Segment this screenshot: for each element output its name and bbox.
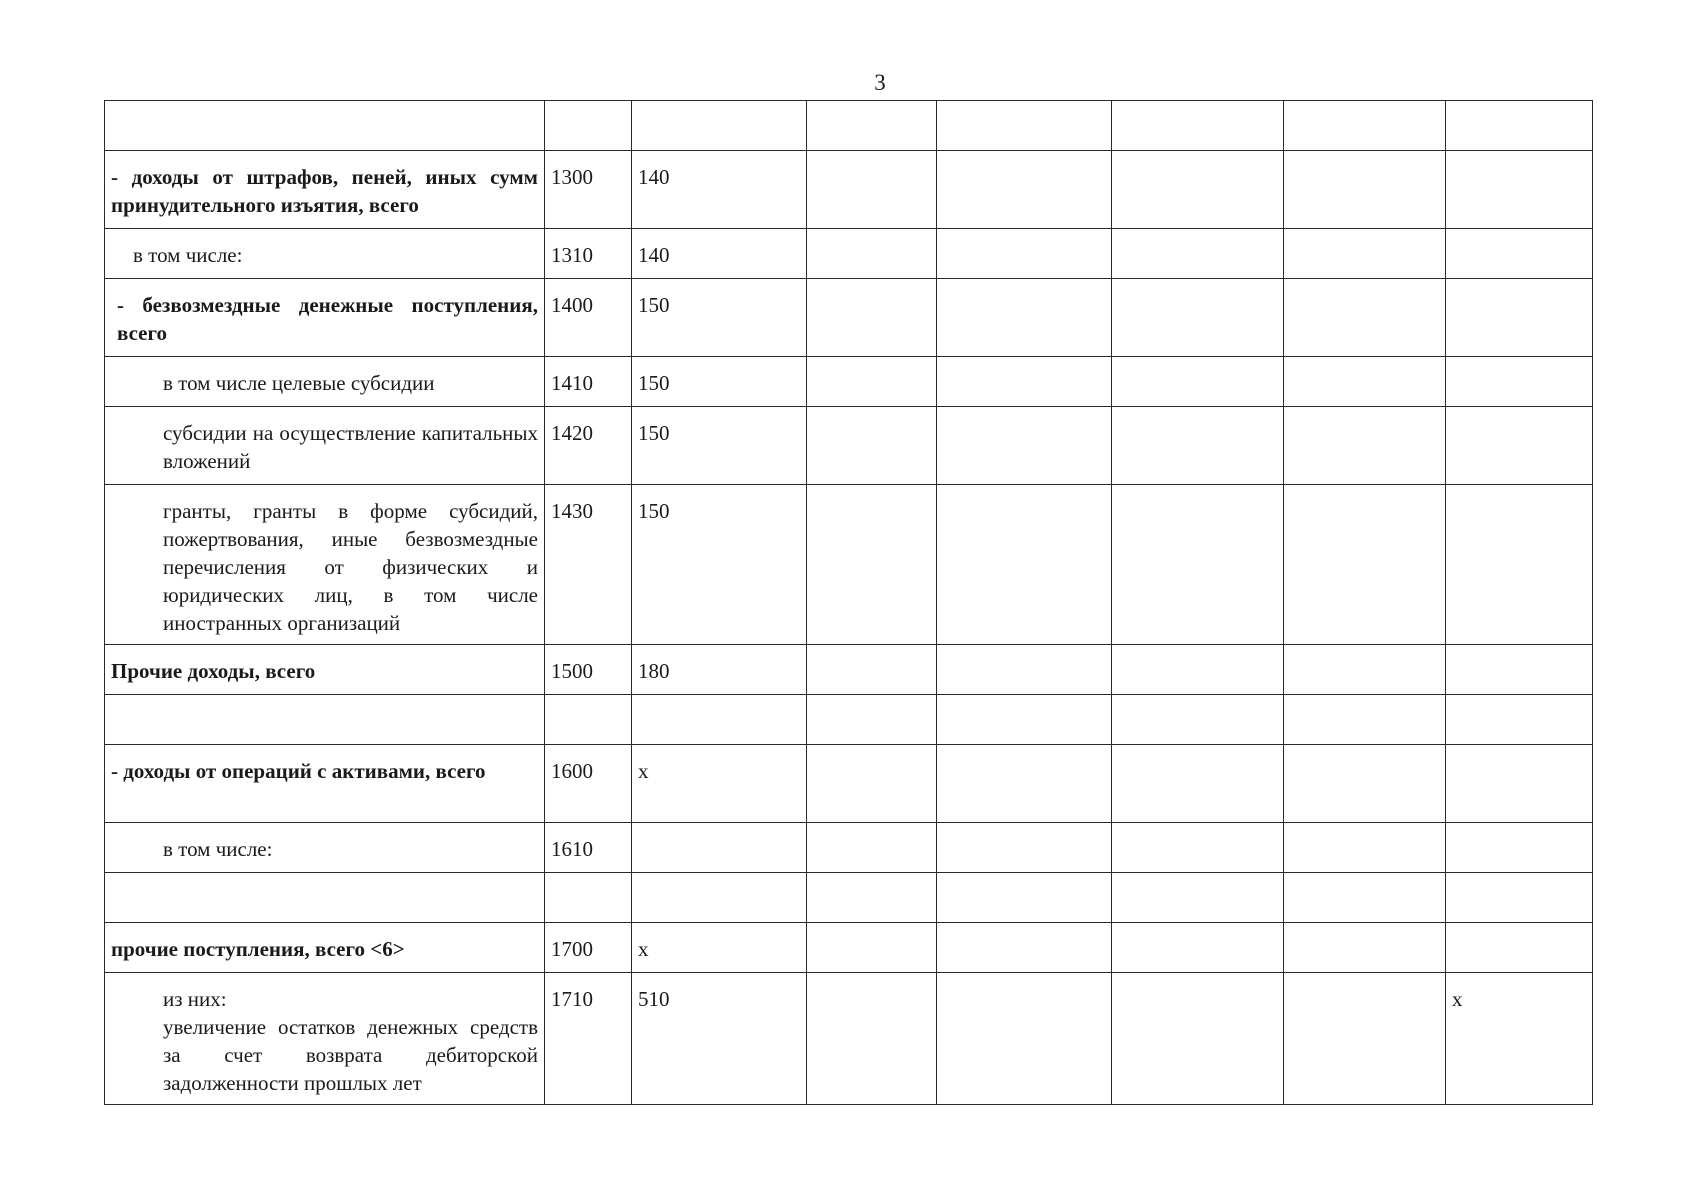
row-kosgu-cell: x	[632, 923, 807, 973]
row-code-cell: 1600	[545, 745, 632, 823]
amount-cell-col7	[1284, 973, 1446, 1105]
row-code-cell: 1700	[545, 923, 632, 973]
table-row	[105, 279, 1593, 357]
amount-cell-col7	[1284, 229, 1446, 279]
amount-cell-col6	[1112, 745, 1284, 823]
table-body	[105, 101, 1593, 1105]
row-name-cell	[105, 873, 545, 923]
amount-cell-col6	[1112, 485, 1284, 645]
row-name-cell	[105, 695, 545, 745]
amount-cell-col4	[807, 973, 937, 1105]
row-code-cell: 1610	[545, 823, 632, 873]
amount-cell-col4	[807, 357, 937, 407]
amount-cell-col4	[807, 923, 937, 973]
row-name-cell: Прочие доходы, всего	[105, 645, 545, 695]
row-code-cell: 1310	[545, 229, 632, 279]
amount-cell-col6	[1112, 101, 1284, 151]
amount-cell-col4	[807, 645, 937, 695]
amount-cell-col7	[1284, 485, 1446, 645]
table-row	[105, 357, 1593, 407]
amount-cell-col4	[807, 151, 937, 229]
amount-cell-col4	[807, 823, 937, 873]
row-kosgu-cell: 150	[632, 279, 807, 357]
table-row	[105, 973, 1593, 1105]
row-name-cell: - доходы от штрафов, пеней, иных сумм принудительного изъятия, всего	[105, 151, 545, 229]
amount-cell-col5	[937, 407, 1112, 485]
table-row	[105, 873, 1593, 923]
row-kosgu-cell	[632, 873, 807, 923]
table-row	[105, 823, 1593, 873]
amount-cell-col6	[1112, 923, 1284, 973]
row-name-cell: - безвозмездные денежные поступления, всего	[105, 279, 545, 357]
amount-cell-col7	[1284, 923, 1446, 973]
amount-cell-col5	[937, 923, 1112, 973]
amount-cell-col6	[1112, 279, 1284, 357]
row-kosgu-cell: 510	[632, 973, 807, 1105]
row-code-cell: 1420	[545, 407, 632, 485]
amount-cell-col7	[1284, 873, 1446, 923]
amount-cell-col8	[1446, 407, 1593, 485]
amount-cell-col7	[1284, 101, 1446, 151]
amount-cell-col5	[937, 357, 1112, 407]
amount-cell-col5	[937, 645, 1112, 695]
amount-cell-col5	[937, 823, 1112, 873]
row-kosgu-cell	[632, 823, 807, 873]
amount-cell-col5	[937, 973, 1112, 1105]
row-code-cell	[545, 873, 632, 923]
amount-cell-col5	[937, 873, 1112, 923]
amount-cell-col8	[1446, 873, 1593, 923]
row-name-cell: в том числе:	[105, 229, 545, 279]
table-row	[105, 645, 1593, 695]
row-code-cell	[545, 101, 632, 151]
amount-cell-col8	[1446, 101, 1593, 151]
amount-cell-col4	[807, 745, 937, 823]
amount-cell-col6	[1112, 823, 1284, 873]
amount-cell-col6	[1112, 151, 1284, 229]
row-kosgu-cell: 140	[632, 151, 807, 229]
row-kosgu-cell	[632, 101, 807, 151]
amount-cell-col7	[1284, 823, 1446, 873]
amount-cell-col6	[1112, 873, 1284, 923]
row-name-cell: - доходы от операций с активами, всего	[105, 745, 545, 823]
amount-cell-col8	[1446, 745, 1593, 823]
amount-cell-col6	[1112, 695, 1284, 745]
row-name-cell: прочие поступления, всего <6>	[105, 923, 545, 973]
row-kosgu-cell: 140	[632, 229, 807, 279]
row-kosgu-cell: x	[632, 745, 807, 823]
amount-cell-col8	[1446, 645, 1593, 695]
page-number: 3	[874, 70, 886, 95]
amount-cell-col8	[1446, 923, 1593, 973]
amount-cell-col8	[1446, 485, 1593, 645]
amount-cell-col6	[1112, 407, 1284, 485]
amount-cell-col7	[1284, 745, 1446, 823]
row-kosgu-cell: 150	[632, 407, 807, 485]
amount-cell-col7	[1284, 407, 1446, 485]
row-name-cell: гранты, гранты в форме субсидий, пожертвования, иные безвозмездные перечисления от физических и юридических лиц, в том числе иностранных организаций	[105, 485, 545, 645]
amount-cell-col7	[1284, 645, 1446, 695]
amount-cell-col6	[1112, 973, 1284, 1105]
amount-cell-col6	[1112, 357, 1284, 407]
amount-cell-col5	[937, 229, 1112, 279]
amount-cell-col5	[937, 745, 1112, 823]
row-name-cell: в том числе:	[105, 823, 545, 873]
amount-cell-col4	[807, 229, 937, 279]
financial-plan-table	[104, 100, 1593, 1105]
row-kosgu-cell: 180	[632, 645, 807, 695]
table-row	[105, 923, 1593, 973]
amount-cell-col8	[1446, 279, 1593, 357]
amount-cell-col5	[937, 151, 1112, 229]
row-name-cell: в том числе целевые субсидии	[105, 357, 545, 407]
table-row	[105, 695, 1593, 745]
amount-cell-col7	[1284, 279, 1446, 357]
row-code-cell: 1410	[545, 357, 632, 407]
amount-cell-col5	[937, 279, 1112, 357]
table-row	[105, 745, 1593, 823]
row-kosgu-cell: 150	[632, 357, 807, 407]
row-kosgu-cell: 150	[632, 485, 807, 645]
amount-cell-col6	[1112, 229, 1284, 279]
amount-cell-col8	[1446, 151, 1593, 229]
row-code-cell: 1500	[545, 645, 632, 695]
amount-cell-col8	[1446, 823, 1593, 873]
amount-cell-col4	[807, 101, 937, 151]
amount-cell-col5	[937, 101, 1112, 151]
row-code-cell: 1300	[545, 151, 632, 229]
amount-cell-col4	[807, 279, 937, 357]
row-code-cell	[545, 695, 632, 745]
row-code-cell: 1400	[545, 279, 632, 357]
table-row	[105, 485, 1593, 645]
amount-cell-col8: x	[1446, 973, 1593, 1105]
amount-cell-col8	[1446, 229, 1593, 279]
amount-cell-col7	[1284, 695, 1446, 745]
row-name-cell	[105, 101, 545, 151]
amount-cell-col4	[807, 407, 937, 485]
row-code-cell: 1430	[545, 485, 632, 645]
row-name-cell: субсидии на осуществление капитальных вложений	[105, 407, 545, 485]
row-code-cell: 1710	[545, 973, 632, 1105]
amount-cell-col5	[937, 485, 1112, 645]
amount-cell-col7	[1284, 151, 1446, 229]
amount-cell-col8	[1446, 357, 1593, 407]
table-row	[105, 101, 1593, 151]
amount-cell-col4	[807, 873, 937, 923]
row-name-cell: из них: увеличение остатков денежных средств за счет возврата дебиторской задолженности прошлых лет	[105, 973, 545, 1105]
amount-cell-col6	[1112, 645, 1284, 695]
table-row	[105, 151, 1593, 229]
amount-cell-col4	[807, 485, 937, 645]
table-row	[105, 407, 1593, 485]
table-row	[105, 229, 1593, 279]
row-kosgu-cell	[632, 695, 807, 745]
amount-cell-col5	[937, 695, 1112, 745]
amount-cell-col8	[1446, 695, 1593, 745]
amount-cell-col4	[807, 695, 937, 745]
amount-cell-col7	[1284, 357, 1446, 407]
